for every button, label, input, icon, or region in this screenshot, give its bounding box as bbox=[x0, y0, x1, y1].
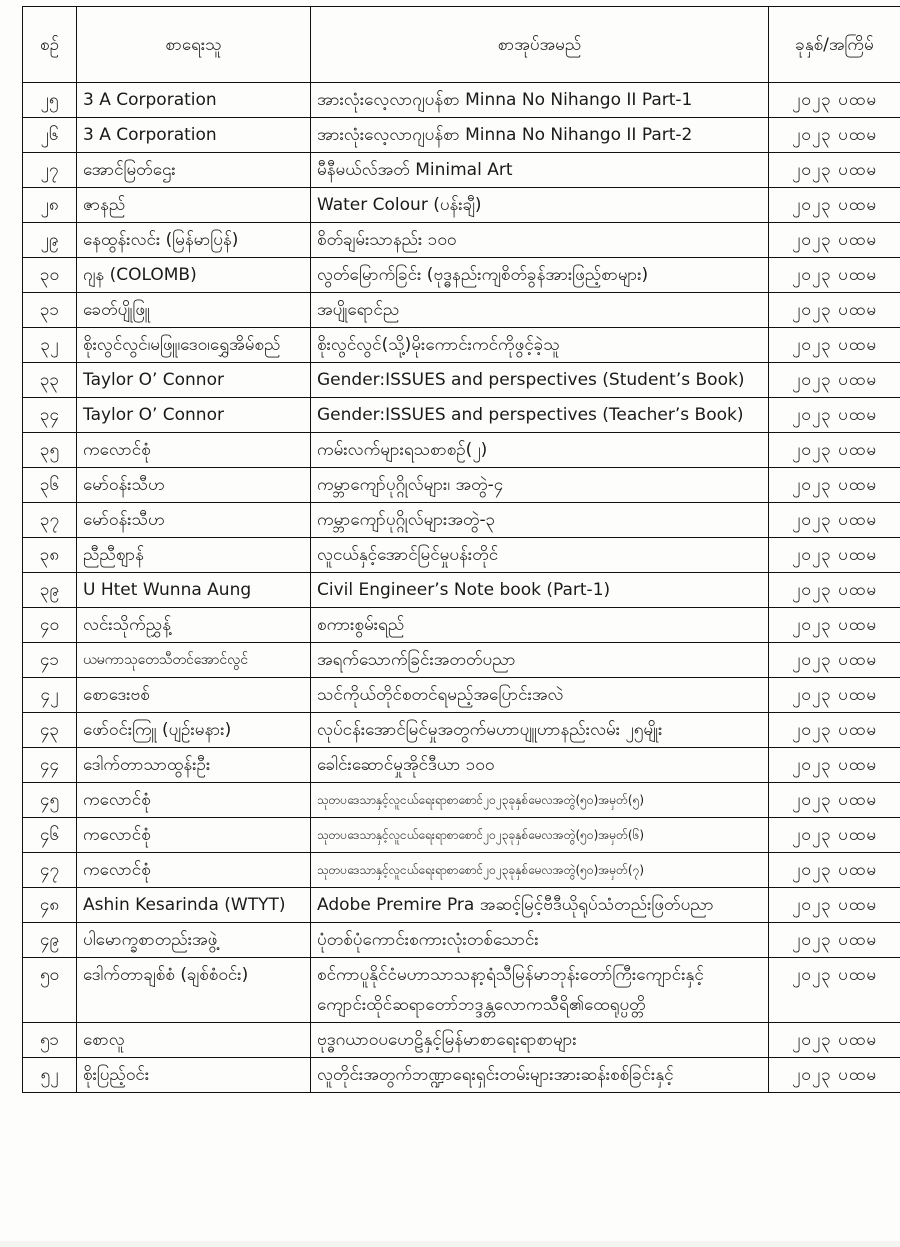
row-author: ကလောင်စုံ bbox=[77, 433, 311, 468]
table-row bbox=[23, 258, 900, 293]
row-number: ၂၉ bbox=[23, 223, 77, 258]
row-title: လုပ်ငန်းအောင်မြင်မှုအတွက်မဟာပျူဟာနည်းလမ်း ၂၅မျိုး bbox=[311, 713, 769, 748]
row-number: ၄၇ bbox=[23, 853, 77, 888]
table-row bbox=[23, 1023, 900, 1058]
row-author: ဂျန (COLOMB) bbox=[77, 258, 311, 293]
table-row bbox=[23, 818, 900, 853]
row-number: ၅၀ bbox=[23, 958, 77, 1023]
row-number: ၄၈ bbox=[23, 888, 77, 923]
row-year: ၂၀၂၃ ပထမ bbox=[769, 153, 900, 188]
row-number: ၃၂ bbox=[23, 328, 77, 363]
row-number: ၄၄ bbox=[23, 748, 77, 783]
row-title: Gender:ISSUES and perspectives (Teacher’s Book) bbox=[311, 398, 769, 433]
row-title: လူငယ်နှင့်အောင်မြင်မှုပန်းတိုင် bbox=[311, 538, 769, 573]
row-author: U Htet Wunna Aung bbox=[77, 573, 311, 608]
row-year: ၂၀၂၃ ပထမ bbox=[769, 188, 900, 223]
row-author: 3 A Corporation bbox=[77, 83, 311, 118]
row-year: ၂၀၂၃ ပထမ bbox=[769, 678, 900, 713]
table-row bbox=[23, 433, 900, 468]
table-row bbox=[23, 153, 900, 188]
row-author: မော်ဝန်းသီဟ bbox=[77, 503, 311, 538]
row-author: စောဒေးဗစ် bbox=[77, 678, 311, 713]
row-title: အရက်သောက်ခြင်းအတတ်ပညာ bbox=[311, 643, 769, 678]
row-year: ၂၀၂၃ ပထမ bbox=[769, 958, 900, 1023]
row-author: စောလူ bbox=[77, 1023, 311, 1058]
row-year: ၂၀၂၃ ပထမ bbox=[769, 398, 900, 433]
row-author: ဇာနည် bbox=[77, 188, 311, 223]
row-author: ကလောင်စုံ bbox=[77, 853, 311, 888]
row-author: ဒေါက်တာချစ်စံ (ချစ်စံဝင်း) bbox=[77, 958, 311, 1023]
row-number: ၄၉ bbox=[23, 923, 77, 958]
row-author: Ashin Kesarinda (WTYT) bbox=[77, 888, 311, 923]
row-author: ညီညီစျာန် bbox=[77, 538, 311, 573]
row-number: ၄၂ bbox=[23, 678, 77, 713]
table-row bbox=[23, 468, 900, 503]
row-number: ၂၇ bbox=[23, 153, 77, 188]
table-row bbox=[23, 608, 900, 643]
row-number: ၂၅ bbox=[23, 83, 77, 118]
row-year: ၂၀၂၃ ပထမ bbox=[769, 783, 900, 818]
row-title: အပျိုရောင်ည bbox=[311, 293, 769, 328]
row-title: Civil Engineer’s Note book (Part-1) bbox=[311, 573, 769, 608]
row-number: ၃၈ bbox=[23, 538, 77, 573]
table-row bbox=[23, 363, 900, 398]
row-title: ကမ်းလက်များရသစာစဉ်(၂) bbox=[311, 433, 769, 468]
row-year: ၂၀၂၃ ပထမ bbox=[769, 888, 900, 923]
row-year: ၂၀၂၃ ပထမ bbox=[769, 328, 900, 363]
row-title: စကားစွမ်းရည် bbox=[311, 608, 769, 643]
row-year: ၂၀၂၃ ပထမ bbox=[769, 503, 900, 538]
table-row bbox=[23, 923, 900, 958]
row-year: ၂၀၂၃ ပထမ bbox=[769, 818, 900, 853]
row-number: ၃၅ bbox=[23, 433, 77, 468]
row-year: ၂၀၂၃ ပထမ bbox=[769, 748, 900, 783]
row-number: ၃၇ bbox=[23, 503, 77, 538]
header-no: စဉ် bbox=[23, 7, 77, 83]
table-row bbox=[23, 888, 900, 923]
row-number: ၅၂ bbox=[23, 1058, 77, 1093]
table-row bbox=[23, 223, 900, 258]
row-author: နေထွန်းလင်း (မြန်မာပြန်) bbox=[77, 223, 311, 258]
row-year: ၂၀၂၃ ပထမ bbox=[769, 83, 900, 118]
row-number: ၃၀ bbox=[23, 258, 77, 293]
table-row bbox=[23, 853, 900, 888]
header-year: ခုနှစ်/အကြိမ် bbox=[769, 7, 900, 83]
table-header-row bbox=[23, 7, 900, 83]
row-year: ၂၀၂၃ ပထမ bbox=[769, 1023, 900, 1058]
header-author: စာရေးသူ bbox=[77, 7, 311, 83]
row-number: ၄၆ bbox=[23, 818, 77, 853]
row-title: Gender:ISSUES and perspectives (Student’s Book) bbox=[311, 363, 769, 398]
header-title: စာအုပ်အမည် bbox=[311, 7, 769, 83]
row-title: စင်ကာပူနိုင်ငံမဟာသာသနာ့ရံသီမြန်မာဘုန်းတော်ကြီးကျောင်းနှင့်ကျောင်းထိုင်ဆရာတော်ဘဒ္ဒန္တလောကသီရိ၏ထေရုပ္ပတ္တိ bbox=[311, 958, 769, 1023]
row-author: 3 A Corporation bbox=[77, 118, 311, 153]
row-number: ၄၃ bbox=[23, 713, 77, 748]
table-row bbox=[23, 748, 900, 783]
row-title: စိုးလွင်လွင်(သို့)မိုးကောင်းကင်ကိုဖွင့်ခဲ့သူ bbox=[311, 328, 769, 363]
book-list-table bbox=[22, 6, 900, 1093]
table-row bbox=[23, 713, 900, 748]
row-author: ယမကာသုတေသီတင်အောင်လွင် bbox=[77, 643, 311, 678]
row-author: ကလောင်စုံ bbox=[77, 783, 311, 818]
row-title: ခေါင်းဆောင်မှုအိုင်ဒီယာ ၁၀၀ bbox=[311, 748, 769, 783]
row-title: သုတပဒေသာနှင့်လူငယ်ရေးရာစာစောင်၂၀၂၃ခုနှစ်မေလအတွဲ(၅၀)အမှတ်(၅) bbox=[311, 783, 769, 818]
table-row bbox=[23, 118, 900, 153]
table-row bbox=[23, 188, 900, 223]
row-number: ၄၀ bbox=[23, 608, 77, 643]
table-row bbox=[23, 538, 900, 573]
row-year: ၂၀၂၃ ပထမ bbox=[769, 293, 900, 328]
table-row bbox=[23, 293, 900, 328]
table-row bbox=[23, 328, 900, 363]
row-author: ဒေါက်တာသာထွန်းဦး bbox=[77, 748, 311, 783]
page-edge bbox=[0, 1241, 900, 1247]
row-number: ၃၄ bbox=[23, 398, 77, 433]
row-title: လွတ်မြောက်ခြင်း (ဗုဒ္ဓနည်းကျစိတ်ခွန်အားဖြည့်စာများ) bbox=[311, 258, 769, 293]
row-year: ၂၀၂၃ ပထမ bbox=[769, 608, 900, 643]
row-title: စိတ်ချမ်းသာနည်း ၁၀၀ bbox=[311, 223, 769, 258]
row-number: ၃၃ bbox=[23, 363, 77, 398]
table-row bbox=[23, 1058, 900, 1093]
row-year: ၂၀၂၃ ပထမ bbox=[769, 363, 900, 398]
row-year: ၂၀၂၃ ပထမ bbox=[769, 853, 900, 888]
row-title: လူတိုင်းအတွက်ဘဏ္ဍာရေးရှင်းတမ်းများအားဆန်းစစ်ခြင်းနှင့် bbox=[311, 1058, 769, 1093]
row-author: ဖော်ဝင်းကြူ (ပျဉ်းမနား) bbox=[77, 713, 311, 748]
table-row bbox=[23, 678, 900, 713]
row-author: ခေတ်ပျိုဖြူ bbox=[77, 293, 311, 328]
row-title: Water Colour (ပန်းချီ) bbox=[311, 188, 769, 223]
row-title: သုတပဒေသာနှင့်လူငယ်ရေးရာစာစောင်၂၀၂၃ခုနှစ်မေလအတွဲ(၅၀)အမှတ်(၇) bbox=[311, 853, 769, 888]
row-year: ၂၀၂၃ ပထမ bbox=[769, 118, 900, 153]
table-row bbox=[23, 643, 900, 678]
row-author: Taylor O’ Connor bbox=[77, 363, 311, 398]
row-title: သုတပဒေသာနှင့်လူငယ်ရေးရာစာစောင်၂၀၂၃ခုနှစ်မေလအတွဲ(၅၀)အမှတ်(၆) bbox=[311, 818, 769, 853]
table-body bbox=[23, 83, 900, 1093]
row-year: ၂၀၂၃ ပထမ bbox=[769, 468, 900, 503]
table-row bbox=[23, 573, 900, 608]
row-year: ၂၀၂၃ ပထမ bbox=[769, 573, 900, 608]
row-author: ကလောင်စုံ bbox=[77, 818, 311, 853]
row-title: အားလုံးလေ့လာဂျပန်စာ Minna No Nihango II Part-1 bbox=[311, 83, 769, 118]
row-title: ကမ္ဘာကျော်ပုဂ္ဂိုလ်များအတွဲ-၃ bbox=[311, 503, 769, 538]
row-author: Taylor O’ Connor bbox=[77, 398, 311, 433]
row-author: စိုးလွင်လွင်၊မဖြူ၊ဒေဝ၊ရွှေအိမ်စည် bbox=[77, 328, 311, 363]
row-year: ၂၀၂၃ ပထမ bbox=[769, 258, 900, 293]
table-row bbox=[23, 83, 900, 118]
row-year: ၂၀၂၃ ပထမ bbox=[769, 643, 900, 678]
table-row bbox=[23, 958, 900, 1023]
table-row bbox=[23, 398, 900, 433]
row-number: ၃၉ bbox=[23, 573, 77, 608]
table-row bbox=[23, 503, 900, 538]
row-title: ကမ္ဘာကျော်ပုဂ္ဂိုလ်များ၊ အတွဲ-၄ bbox=[311, 468, 769, 503]
row-year: ၂၀၂၃ ပထမ bbox=[769, 1058, 900, 1093]
row-title: ဗုဒ္ဓဂယာဝပဟေဠိနှင့်မြန်မာစာရေးရာစာများ bbox=[311, 1023, 769, 1058]
row-author: မော်ဝန်းသီဟ bbox=[77, 468, 311, 503]
row-title: သင်ကိုယ်တိုင်စတင်ရမည့်အပြောင်းအလဲ bbox=[311, 678, 769, 713]
row-number: ၃၁ bbox=[23, 293, 77, 328]
row-author: လင်းသိုက်ညွှန့် bbox=[77, 608, 311, 643]
row-number: ၂၈ bbox=[23, 188, 77, 223]
row-number: ၄၅ bbox=[23, 783, 77, 818]
row-year: ၂၀၂၃ ပထမ bbox=[769, 433, 900, 468]
row-author: အောင်မြတ်ဌေး bbox=[77, 153, 311, 188]
row-title: မီနီမယ်လ်အတ် Minimal Art bbox=[311, 153, 769, 188]
row-author: ပါမောက္ခစာတည်းအဖွဲ့ bbox=[77, 923, 311, 958]
row-year: ၂၀၂၃ ပထမ bbox=[769, 538, 900, 573]
row-author: စိုးပြည့်ဝင်း bbox=[77, 1058, 311, 1093]
row-title: ပုံတစ်ပုံကောင်းစကားလုံးတစ်သောင်း bbox=[311, 923, 769, 958]
row-title: အားလုံးလေ့လာဂျပန်စာ Minna No Nihango II Part-2 bbox=[311, 118, 769, 153]
row-number: ၂၆ bbox=[23, 118, 77, 153]
row-year: ၂၀၂၃ ပထမ bbox=[769, 923, 900, 958]
row-number: ၃၆ bbox=[23, 468, 77, 503]
table-row bbox=[23, 783, 900, 818]
row-year: ၂၀၂၃ ပထမ bbox=[769, 713, 900, 748]
row-year: ၂၀၂၃ ပထမ bbox=[769, 223, 900, 258]
row-number: ၅၁ bbox=[23, 1023, 77, 1058]
row-number: ၄၁ bbox=[23, 643, 77, 678]
row-title: Adobe Premire Pra အဆင့်မြင့်ဗီဒီယိုရုပ်သံတည်းဖြတ်ပညာ bbox=[311, 888, 769, 923]
